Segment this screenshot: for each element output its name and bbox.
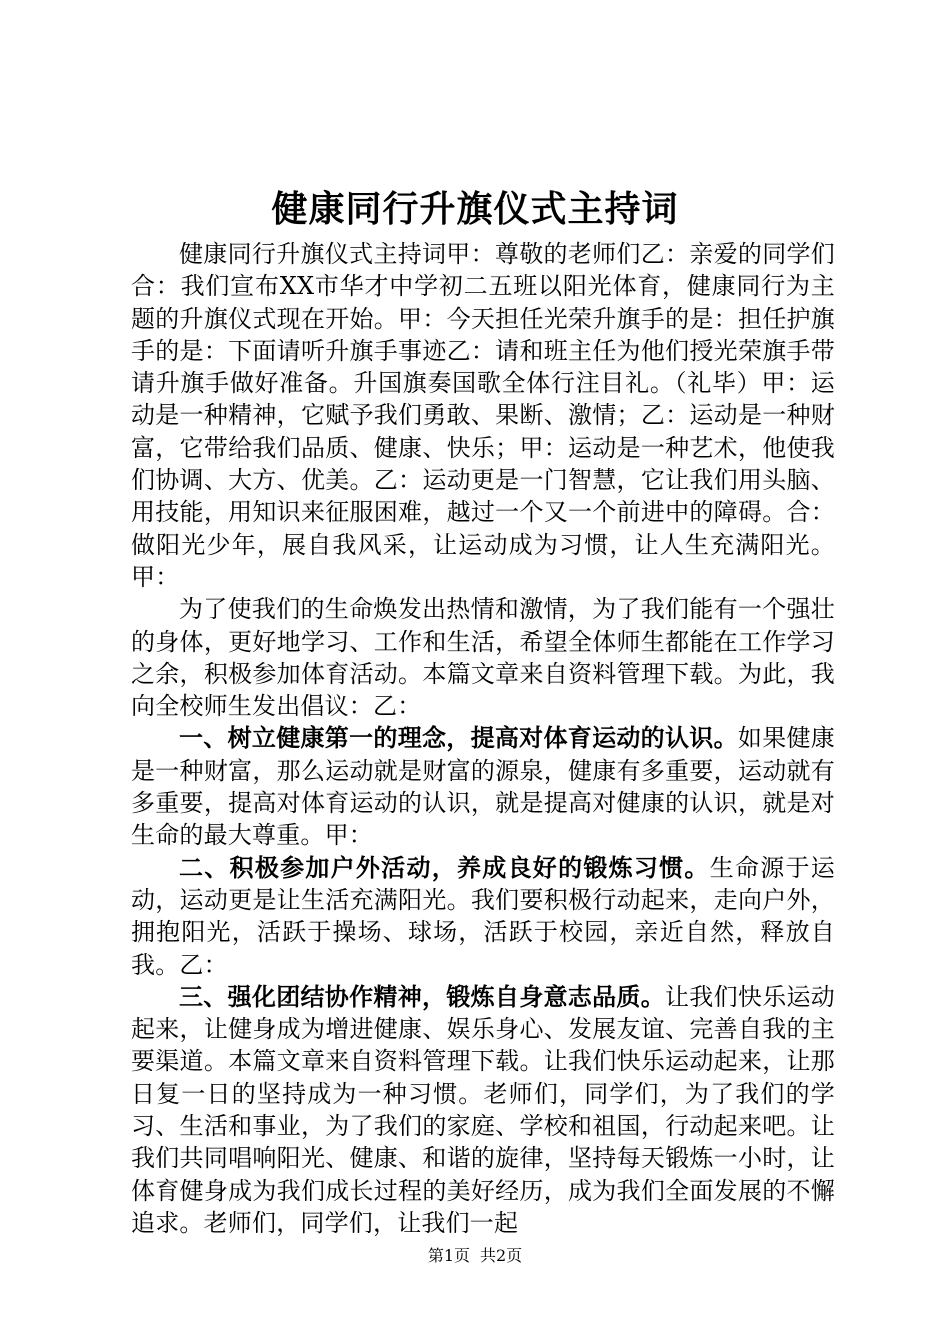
paragraph-heading: 二、积极参加户外活动，养成良好的锻炼习惯。 <box>179 852 710 882</box>
paragraph-heading: 三、强化团结协作精神，锻炼自身意志品质。 <box>179 981 665 1011</box>
paragraph-point-three <box>131 981 835 1239</box>
paragraph-text: 健康同行升旗仪式主持词甲：尊敬的老师们乙：亲爱的同学们合：我们宣布XX市华才中学初二五班以阳光体育，健康同行为主题的升旗仪式现在开始。甲：今天担任光荣升旗手的是：担任护旗手的是：下面请听升旗手事迹乙：请和班主任为他们授光荣旗手带请升旗手做好准备。升国旗奏国歌全体行注目礼。（礼毕）甲：运动是一种精神，它赋予我们勇敢、果断、激情；乙：运动是一种财富，它带给我们品质、健康、快乐；甲：运动是一种艺术，他使我们协调、大方、优美。乙：运动更是一门智慧，它让我们用头脑、用技能，用知识来征服困难，越过一个又一个前进中的障碍。合：做阳光少年，展自我风采，让运动成为习惯，让人生充满阳光。甲： <box>131 240 835 591</box>
document-title: 健康同行升旗仪式主持词 <box>271 188 679 230</box>
paragraph-text: 让我们快乐运动起来，让健身成为增进健康、娱乐身心、发展友谊、完善自我的主要渠道。本篇文章来自资料管理下载。让我们快乐运动起来，让那日复一日的坚持成为一种习惯。老师们，同学们，为了我们的学习、生活和事业，为了我们的家庭、学校和祖国，行动起来吧。让我们共同唱响阳光、健康、和谐的旋律，坚持每天锻炼一小时，让体育健身成为我们成长过程的美好经历，成为我们全面发展的不懈追求。老师们，同学们，让我们一起 <box>131 982 835 1237</box>
page-total: 共2页 <box>480 1246 523 1265</box>
paragraph-heading: 一、树立健康第一的理念，提高对体育运动的认识。 <box>179 723 738 753</box>
paragraph-point-one <box>131 722 835 851</box>
paragraph-text: 生命源于运动，运动更是让生活充满阳光。我们要积极行动起来，走向户外，拥抱阳光，活跃于操场、球场，活跃于校园，亲近自然，释放自我。乙： <box>131 853 836 979</box>
document-body <box>131 238 835 1239</box>
paragraph-text: 如果健康是一种财富，那么运动就是财富的源泉，健康有多重要，运动就有多重要，提高对体育运动的认识，就是提高对健康的认识，就是对生命的最大尊重。甲： <box>131 724 835 850</box>
paragraph-text: 为了使我们的生命焕发出热情和激情，为了我们能有一个强壮的身体，更好地学习、工作和生活，希望全体师生都能在工作学习之余，积极参加体育活动。本篇文章来自资料管理下载。为此，我向全校师生发出倡议：乙： <box>131 595 835 721</box>
page-number: 第1页 <box>427 1246 470 1265</box>
paragraph-proposal <box>131 593 835 722</box>
page-footer <box>0 1244 950 1268</box>
paragraph-point-two <box>131 852 835 981</box>
paragraph-intro <box>131 238 835 593</box>
